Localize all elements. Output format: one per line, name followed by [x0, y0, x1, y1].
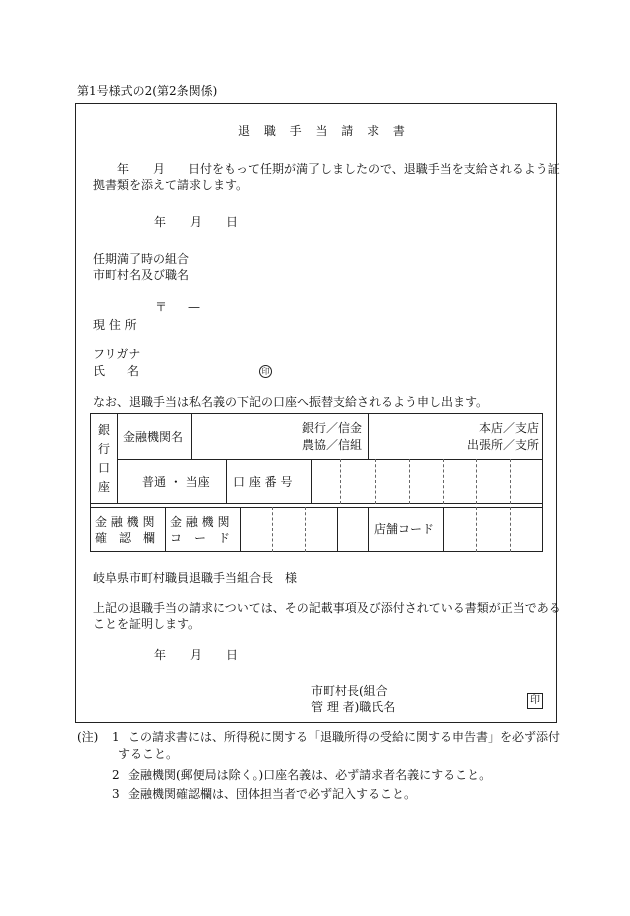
code-label-line2: コ ー ド — [170, 531, 231, 545]
furigana-label: フリガナ — [93, 347, 141, 361]
notes-label: (注) — [77, 730, 99, 744]
account-number-label: 口 座 番 号 — [233, 475, 293, 489]
mayor-label-line2: 管 理 者)職氏名 — [311, 700, 396, 714]
bank-types-line1: 銀行／信金 — [302, 421, 363, 435]
intro-text-line2: 拠書類を添えて請求します。 — [93, 178, 249, 192]
branch-types-line2: 出張所／支所 — [467, 438, 540, 452]
seal-stamp-icon: 印 — [259, 365, 272, 378]
name-label-mei: 名 — [127, 364, 140, 378]
cert-date-day: 日 — [226, 648, 239, 662]
account-type-label: 普通 ・ 当座 — [142, 475, 210, 489]
note-2-line1: 金融機関(郵便局は除く。)口座名義は、必ず請求者名義にすること。 — [128, 768, 492, 782]
intro-year: 年 — [117, 162, 130, 176]
postal-dash: — — [188, 300, 200, 314]
org-label-line2: 市町村名及び職名 — [93, 268, 190, 282]
postal-mark: 〒 — [155, 300, 168, 314]
seal-square-icon: 印 — [527, 693, 543, 709]
note-1-line1: この請求書には、所得税に関する「退職所得の受給に関する申告書」を必ず添付 — [128, 730, 561, 744]
code-label-line1: 金 融 機 関 — [170, 515, 230, 529]
note-1-line2: すること。 — [118, 747, 179, 761]
note-3-line1: 金融機関確認欄は、団体担当者で必ず記入すること。 — [128, 787, 417, 801]
intro-month: 月 — [153, 162, 166, 176]
address-label: 現 住 所 — [93, 318, 137, 332]
note-2-number: 2 — [112, 768, 120, 782]
form-title: 退 職 手 当 請 求 書 — [238, 124, 410, 138]
note-1-number: 1 — [112, 730, 120, 744]
org-label-line1: 任期満了時の組合 — [93, 252, 190, 266]
request-date-month: 月 — [190, 215, 203, 229]
intro-text-line1: 日付をもって任期が満了しましたので、退職手当を支給されるよう証 — [188, 162, 560, 176]
mayor-label-line1: 市町村長(組合 — [311, 684, 388, 698]
confirm-label-line1: 金 融 機 関 — [95, 515, 155, 529]
branch-code-label: 店舗コード — [374, 522, 435, 536]
cert-date-month: 月 — [190, 648, 203, 662]
branch-types-line1: 本店／支店 — [479, 421, 540, 435]
certification-line1: 上記の退職手当の請求については、その記載事項及び添付されている書類が正当である — [93, 601, 561, 615]
cert-date-year: 年 — [154, 648, 167, 662]
note-3-number: 3 — [112, 787, 120, 801]
certification-line2: ことを証明します。 — [93, 617, 201, 631]
name-label-shi: 氏 — [93, 364, 106, 378]
addressee: 岐阜県市町村職員退職手当組合長 様 — [93, 571, 298, 585]
form-number: 第1号様式の2(第2条関係) — [77, 84, 218, 98]
institution-name-label: 金融機関名 — [123, 430, 184, 444]
bank-account-vertical-label: 銀 行 口 座 — [97, 423, 110, 494]
account-note: なお、退職手当は私名義の下記の口座へ振替支給されるよう申し出ます。 — [93, 395, 489, 409]
request-date-day: 日 — [226, 215, 239, 229]
bank-types-line2: 農協／信組 — [302, 438, 363, 452]
request-date-year: 年 — [154, 215, 167, 229]
confirm-label-line2: 確 認 欄 — [95, 531, 156, 545]
